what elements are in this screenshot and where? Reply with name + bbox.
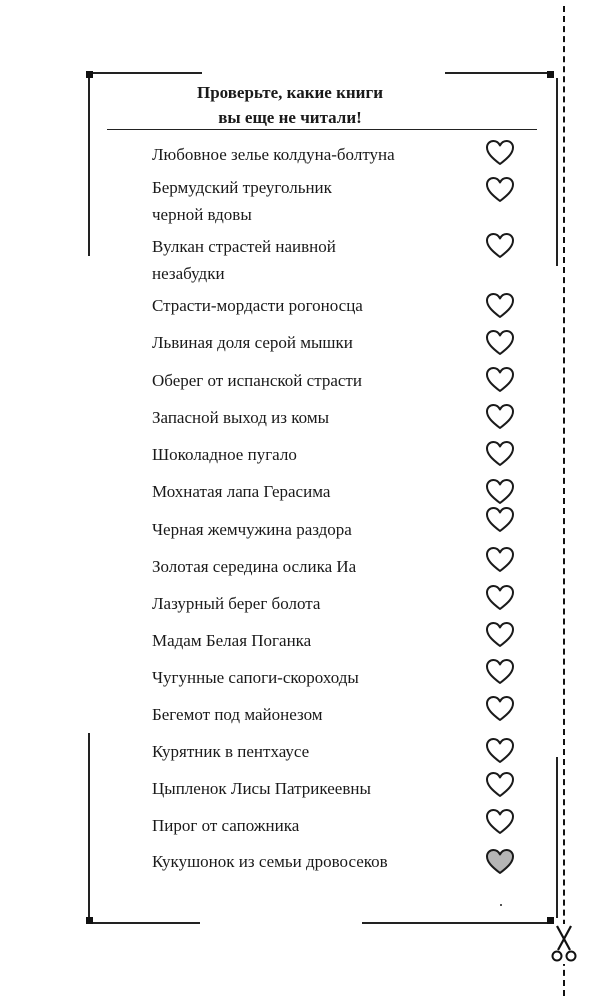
book-title: Бермудский треугольник черной вдовы xyxy=(152,178,332,224)
heart-icon[interactable] xyxy=(485,771,515,799)
book-title: Оберег от испанской страсти xyxy=(152,371,362,390)
heart-icon[interactable] xyxy=(485,848,515,876)
book-title: Лазурный берег болота xyxy=(152,594,321,613)
book-title: Чугунные сапоги-скороходы xyxy=(152,668,359,687)
title-line-2: вы еще не читали! xyxy=(218,108,362,127)
book-title: Цыпленок Лисы Патрикеевны xyxy=(152,779,371,798)
heart-icon[interactable] xyxy=(485,440,515,468)
book-title: Вулкан страстей наивной незабудки xyxy=(152,237,336,283)
heart-icon[interactable] xyxy=(485,546,515,574)
heart-icon[interactable] xyxy=(485,584,515,612)
title-line-1: Проверьте, какие книги xyxy=(197,83,383,102)
book-title: Львиная доля серой мышки xyxy=(152,333,353,352)
heart-icon[interactable] xyxy=(485,176,515,204)
scissors-icon xyxy=(550,924,578,964)
heart-icon[interactable] xyxy=(485,366,515,394)
book-title: Курятник в пентхаусе xyxy=(152,742,310,761)
book-title: Черная жемчужина раздора xyxy=(152,520,352,539)
heart-icon[interactable] xyxy=(485,139,515,167)
heart-icon[interactable] xyxy=(485,695,515,723)
heart-icon[interactable] xyxy=(485,621,515,649)
heart-icon[interactable] xyxy=(485,232,515,260)
heart-icon[interactable] xyxy=(485,737,515,765)
book-title: Шоколадное пугало xyxy=(152,445,297,464)
heart-icon[interactable] xyxy=(485,292,515,320)
heart-icon[interactable] xyxy=(485,506,515,534)
book-title: Бегемот под майонезом xyxy=(152,705,323,724)
book-title: Золотая середина ослика Иа xyxy=(152,557,357,576)
heart-icon[interactable] xyxy=(485,478,515,506)
checklist-title xyxy=(160,80,420,130)
book-title: Страсти-мордасти рогоносца xyxy=(152,296,363,315)
heart-icon[interactable] xyxy=(485,329,515,357)
book-title: Любовное зелье колдуна-болтуна xyxy=(152,145,395,164)
book-title: Мохнатая лапа Герасима xyxy=(152,482,331,501)
heart-icon[interactable] xyxy=(485,658,515,686)
heart-icon[interactable] xyxy=(485,403,515,431)
cut-line xyxy=(563,6,565,996)
book-title: Мадам Белая Поганка xyxy=(152,631,312,650)
heart-icon[interactable] xyxy=(485,808,515,836)
book-title: Запасной выход из комы xyxy=(152,408,329,427)
book-title: Кукушонок из семьи дровосеков xyxy=(152,852,388,871)
book-title: Пирог от сапожника xyxy=(152,816,300,835)
